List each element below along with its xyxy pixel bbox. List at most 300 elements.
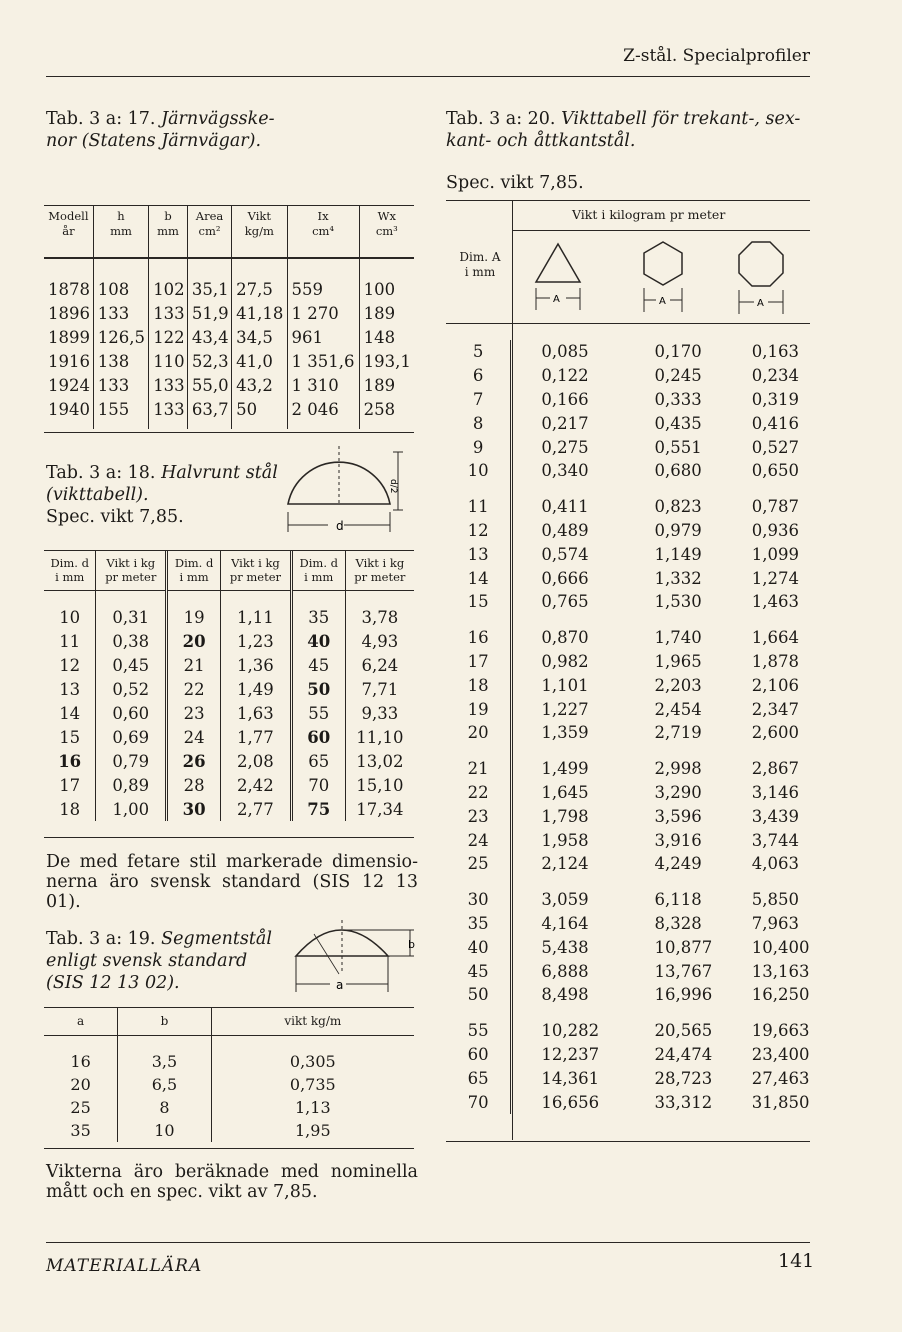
tab20-row [446,745,810,781]
tab20-row [446,852,810,876]
tab18-weight: 9,33 [345,701,414,725]
tab18-weight: 0,89 [96,773,167,797]
tab18-weight: 0,45 [96,653,167,677]
fig18-d2-label: d/2 [388,479,398,494]
tab20-row [446,912,810,936]
tab17-cell: 52,3 [187,349,231,373]
tab18-row [44,797,414,821]
tab18-header-dim [44,550,96,591]
tab20-hexagon-weight: 0,823 [654,497,702,517]
tab18-dim: 45 [291,653,345,677]
tab20-hexagon-weight: 1,965 [654,651,702,671]
tab19-table [44,1007,414,1142]
tab20-dim: 7 [472,389,484,409]
tab20-dim: 25 [467,854,489,874]
tab20-triangle-weight: 1,499 [511,745,621,781]
fig19-a-label: a [336,978,344,992]
tab19-row [44,1036,414,1074]
tab20-triangle-weight: 3,059 [511,876,621,912]
tab18-weight: 7,71 [345,677,414,701]
tab17-header-name: Wx [377,209,396,223]
tab20-dim-header-1: Dim. A [459,250,501,264]
tab20-hexagon-weight: 1,740 [654,628,702,648]
halfround-figure [284,436,414,542]
tab20-hexagon-weight: 0,170 [654,342,702,362]
tab19-row [44,1096,414,1119]
tab17-cell: 126,5 [93,325,148,349]
tab18-dim: 26 [167,749,221,773]
tab18-title-1: Halvrunt stål [161,463,278,483]
tab18-caption [46,462,296,528]
tab20-hexagon-weight: 0,333 [654,389,702,409]
tab20-octagon-weight: 19,663 [751,1021,810,1041]
tab20-dim: 65 [467,1068,489,1088]
tab17-header-unit: mm [110,224,132,238]
tab17-cell: 63,7 [187,397,231,429]
tab18-dim: 50 [291,677,345,701]
tab18-weight: 4,93 [345,629,414,653]
tab19-cell: 25 [70,1098,91,1117]
tab20-row [446,542,810,566]
tab17-header-name: Vikt [247,209,271,223]
segment-figure [284,914,419,996]
tab20-dim: 45 [467,961,489,981]
tab17-cell: 51,9 [187,301,231,325]
tab17-header-cell [44,205,93,258]
tab17-cell: 1916 [48,351,90,371]
tab17-header-name: b [164,209,172,223]
tab20-hexagon-weight: 1,530 [654,592,702,612]
tab18-weight: 0,31 [96,591,167,630]
tab18-header-dim [167,550,221,591]
tab17-header-unit: mm [157,224,179,238]
tab20-triangle-weight: 0,085 [511,340,621,364]
tab20-triangle-weight: 0,666 [511,566,621,590]
tab20-row [446,1066,810,1090]
tab18-weight: 17,34 [345,797,414,821]
tab17-cell: 1924 [48,375,90,395]
hexagon-shape [644,242,682,312]
tab18-weight: 2,42 [221,773,292,797]
tab18-dim: 10 [59,607,81,627]
tab20-triangle-weight: 1,101 [511,673,621,697]
tab20-octagon-weight: 1,099 [751,544,800,564]
tab19-header-cell: b [118,1007,211,1036]
tab17-cell: 1878 [48,279,90,299]
tab20-triangle-weight: 10,282 [511,1007,621,1043]
tab17-cell: 43,2 [232,373,287,397]
tab17-row [44,258,414,301]
tab20-dim: 35 [467,913,489,933]
tab17-cell: 43,4 [187,325,231,349]
tab20-octagon-weight: 0,416 [751,413,800,433]
tab20-row [446,519,810,543]
tab20-hexagon-weight: 20,565 [654,1021,713,1041]
tab18-header-dim-1: Dim. d [174,556,214,570]
tab17-row [44,349,414,373]
tab20-triangle-weight: 0,489 [511,519,621,543]
tab20-octagon-weight: 0,787 [751,497,800,517]
tab17-cell: 559 [287,258,359,301]
tab17-cell: 102 [149,258,188,301]
tab17-header-name: Ix [317,209,329,223]
tab17-cell: 55,0 [187,373,231,397]
tab19-label: Tab. 3 a: 19. [46,929,156,949]
tab20-dim: 13 [467,544,489,564]
tab19-header-cell: vikt kg/m [211,1007,414,1036]
tab20-octagon-weight: 2,347 [751,699,800,719]
tab19-header-cell: a [44,1007,118,1036]
tab18-dim: 16 [58,751,82,771]
tab18-dim: 65 [291,749,345,773]
tab18-dim: 18 [59,799,81,819]
tab17-cell: 34,5 [232,325,287,349]
footer-book-title: MATERIALLÄRA [46,1256,203,1276]
tab18-row [44,701,414,725]
tab19-caption [46,928,296,994]
tab17-title-2: nor (Statens Järnvägar). [46,131,262,151]
tab17-header-unit: kg/m [244,224,274,238]
tab20-dim: 5 [472,342,484,362]
tab19-cell: 6,5 [118,1073,211,1096]
tab20-hexagon-weight: 33,312 [654,1092,713,1112]
tab20-triangle-weight: 0,122 [511,364,621,388]
tab20-dim: 22 [467,782,489,802]
tab20-row [446,804,810,828]
tab20-dim: 18 [467,675,489,695]
tab20-dim-header [448,250,512,280]
tab20-caption [446,108,816,152]
tab18-dim: 35 [291,591,345,630]
tab18-header-weight-1: Vikt i kg [231,556,280,570]
tab18-weight: 1,49 [221,677,292,701]
tab20-dim: 50 [467,985,489,1005]
tab17-cell: 1 310 [287,373,359,397]
tab17-cell: 133 [149,397,188,429]
tab17-header-unit: cm⁴ [312,224,335,238]
header-rule [46,76,810,77]
hex-a-label: A [659,296,666,307]
tab17-header-cell [187,205,231,258]
tab20-hexagon-weight: 6,118 [654,890,702,910]
tab20-dim: 60 [467,1044,489,1064]
tab20-octagon-weight: 0,234 [751,366,800,386]
running-header: Z-stål. Specialprofiler [623,46,810,66]
tab20-row [446,935,810,959]
tab17-cell: 258 [359,397,414,429]
tab20-triangle-weight: 5,438 [511,935,621,959]
tab20-hexagon-weight: 2,998 [654,759,702,779]
tab20-dim: 10 [467,461,489,481]
tab20-hexagon-weight: 10,877 [654,937,713,957]
tab17-cell: 2 046 [287,397,359,429]
tab17-cell: 41,18 [232,301,287,325]
tab18-header-dim-2: i mm [304,570,334,584]
tab18-weight: 1,77 [221,725,292,749]
tab20-row [446,721,810,745]
tab18-dim: 23 [167,701,221,725]
tab20-triangle-weight: 2,124 [511,852,621,876]
tab20-group-header: Vikt i kilogram pr meter [572,207,726,222]
tab18-dim: 19 [167,591,221,630]
tab20-dim: 12 [467,520,489,540]
tab20-dim: 55 [467,1021,489,1041]
tab18-header-dim-1: Dim. d [299,556,338,570]
tab18-dim: 12 [59,655,81,675]
tab20-row [446,781,810,805]
tab19-cell: 20 [70,1075,91,1094]
tab18-header-weight-2: pr meter [354,570,406,584]
tab18-spec: Spec. vikt 7,85. [46,507,184,527]
tab20-dim: 20 [467,723,489,743]
tab17-header-name: Area [195,209,224,223]
tab20-hexagon-weight: 2,454 [654,699,702,719]
tab20-row [446,983,810,1007]
tab20-hexagon-weight: 0,551 [654,437,702,457]
tab17-row [44,301,414,325]
tab20-octagon-weight: 10,400 [751,937,810,957]
tab20-dim: 6 [472,366,484,386]
tab17-header-cell [149,205,188,258]
footer-rule [46,1242,810,1243]
tab20-octagon-weight: 0,936 [751,520,800,540]
tab20-hexagon-weight: 16,996 [654,985,713,1005]
tab20-row [446,1090,810,1114]
tab18-header-dim-1: Dim. d [50,556,89,570]
tab20-octagon-weight: 1,878 [751,651,800,671]
tab20-octagon-weight: 3,744 [751,830,800,850]
fig19-b-label: b [408,938,415,951]
tab18-weight: 2,08 [221,749,292,773]
tab17-table [44,205,414,429]
tab20-octagon-weight: 3,439 [751,806,800,826]
tab18-header-weight-1: Vikt i kg [106,556,156,570]
tab17-cell: 189 [359,301,414,325]
tab20-dim: 30 [467,890,489,910]
tab20-title-2: kant- och åttkantstål. [446,131,636,151]
tab20-triangle-weight: 14,361 [511,1066,621,1090]
tab20-octagon-weight: 2,600 [751,723,800,743]
tab20-row [446,388,810,412]
tab17-row [44,373,414,397]
tab17-cell: 193,1 [359,349,414,373]
tab18-dim: 15 [59,727,81,747]
tab20-triangle-weight: 1,227 [511,697,621,721]
tab20-octagon-weight: 16,250 [751,985,810,1005]
tab20-row [446,828,810,852]
tab20-dim: 19 [467,699,489,719]
tab20-hexagon-weight: 4,249 [654,854,702,874]
tab17-cell: 148 [359,325,414,349]
tab18-weight: 0,69 [96,725,167,749]
tab17-cell: 1 270 [287,301,359,325]
tab17-cell: 1899 [48,327,90,347]
tab20-triangle-weight: 0,574 [511,542,621,566]
tab20-octagon-weight: 2,106 [751,675,800,695]
tab18-dim: 24 [167,725,221,749]
tab20-octagon-weight: 0,527 [751,437,800,457]
tab17-cell: 1940 [48,399,90,419]
tab20-triangle-weight: 0,340 [511,459,621,483]
tab17-cell: 122 [149,325,188,349]
tab19-cell: 35 [70,1121,91,1140]
oct-a-label: A [757,298,764,309]
tab19-title-2: enligt svensk standard [46,951,248,971]
triangle-shape [536,244,580,310]
tab20-dim-header-2: i mm [464,265,496,279]
tab18-header-weight [221,550,292,591]
tab20-shapes [528,238,808,316]
tab17-header-cell [93,205,148,258]
tab18-row [44,773,414,797]
tab18-header-dim-2: i mm [179,570,209,584]
tab18-dim: 40 [291,629,345,653]
tab18-dim: 17 [59,775,81,795]
tab20-row [446,340,810,364]
tab18-title-2: (vikttabell). [46,485,149,505]
tab17-header-unit: cm³ [375,224,398,238]
tab20-hexagon-weight: 8,328 [654,913,702,933]
tab20-octagon-weight: 0,319 [751,389,800,409]
tab20-octagon-weight: 13,163 [751,961,810,981]
tab20-row [446,435,810,459]
tab20-row [446,697,810,721]
tab20-hexagon-weight: 0,680 [654,461,702,481]
tab19-note: Vikterna äro beräknade med nominella mått och en spec. vikt av 7,85. [46,1162,418,1202]
tab17-header-name: Modell [48,209,89,223]
tab18-note: De med fetare stil markerade dimensio- nerna äro svensk standard (SIS 12 13 01). [46,852,418,912]
tab20-triangle-weight: 0,982 [511,650,621,674]
tab17-header-cell [287,205,359,258]
tab20-row [446,483,810,519]
tab20-hexagon-weight: 3,290 [654,782,702,802]
tab20-triangle-weight: 0,765 [511,590,621,614]
tab19-cell: 1,95 [211,1119,414,1142]
tab18-dim: 20 [167,629,221,653]
tab18-header-dim-2: i mm [55,570,85,584]
tri-a-label: A [553,294,560,305]
tab18-weight: 2,77 [221,797,292,821]
tab18-header-dim [291,550,345,591]
tab20-octagon-weight: 5,850 [751,890,800,910]
tab20-octagon-weight: 1,664 [751,628,800,648]
tab20-row [446,673,810,697]
tab20-dim: 40 [467,937,489,957]
tab20-hexagon-weight: 0,245 [654,366,702,386]
tab19-row [44,1119,414,1142]
tab20-dim: 9 [472,437,484,457]
tab17-cell: 961 [287,325,359,349]
tab17-cell: 50 [232,397,287,429]
tab17-cell: 27,5 [232,258,287,301]
tab17-header-name: h [117,209,125,223]
tab18-row [44,653,414,677]
tab20-triangle-weight: 8,498 [511,983,621,1007]
tab20-triangle-weight: 0,166 [511,388,621,412]
tab20-row [446,459,810,483]
tab18-header-weight-2: pr meter [105,570,157,584]
tab20-dim: 70 [467,1092,489,1112]
tab18-weight: 1,63 [221,701,292,725]
tab20-hexagon-weight: 1,332 [654,568,702,588]
tab18-label: Tab. 3 a: 18. [46,463,156,483]
tab20-table [446,340,810,1114]
octagon-shape [739,242,783,314]
tab20-triangle-weight: 12,237 [511,1043,621,1067]
tab17-cell: 189 [359,373,414,397]
tab19-cell: 0,305 [211,1036,414,1074]
tab20-triangle-weight: 16,656 [511,1090,621,1114]
tab19-cell: 16 [70,1052,91,1071]
tab20-row [446,650,810,674]
tab20-triangle-weight: 1,958 [511,828,621,852]
page-number: 141 [778,1250,815,1272]
tab17-cell: 100 [359,258,414,301]
tab20-hexagon-weight: 3,916 [654,830,702,850]
tab17-cell: 108 [93,258,148,301]
tab18-weight: 1,00 [96,797,167,821]
tab17-header-unit: år [62,224,75,238]
tab20-hexagon-weight: 28,723 [654,1068,713,1088]
tab18-weight: 1,23 [221,629,292,653]
tab18-row [44,591,414,630]
tab19-cell: 1,13 [211,1096,414,1119]
tab18-weight: 11,10 [345,725,414,749]
tab20-triangle-weight: 0,411 [511,483,621,519]
tab17-title-1: Järnvägsske- [161,109,275,129]
tab18-dim: 13 [59,679,81,699]
tab20-hexagon-weight: 1,149 [654,544,702,564]
tab17-header-unit: cm² [198,224,221,238]
tab17-cell: 133 [149,373,188,397]
tab20-dim: 21 [467,759,489,779]
tab17-cell: 1896 [48,303,90,323]
tab20-row [446,364,810,388]
tab18-row [44,749,414,773]
tab18-dim: 55 [291,701,345,725]
tab17-cell: 133 [149,301,188,325]
tab18-header-weight [96,550,167,591]
tab20-dim: 14 [467,568,489,588]
tab20-octagon-weight: 27,463 [751,1068,810,1088]
tab18-weight: 0,79 [96,749,167,773]
tab18-weight: 15,10 [345,773,414,797]
tab18-row [44,725,414,749]
tab18-dim: 60 [291,725,345,749]
tab19-cell: 8 [118,1096,211,1119]
tab19-title-1: Segmentstål [161,929,272,949]
tab17-row [44,325,414,349]
tab18-dim: 14 [59,703,81,723]
tab18-header-weight-2: pr meter [229,570,281,584]
tab18-header-weight [345,550,414,591]
tab17-cell: 1 351,6 [287,349,359,373]
tab20-triangle-weight: 0,217 [511,411,621,435]
tab20-dim: 23 [467,806,489,826]
tab20-hexagon-weight: 2,203 [654,675,702,695]
tab17-caption [46,108,376,152]
tab18-weight: 1,11 [221,591,292,630]
tab17-header-cell [359,205,414,258]
tab20-row [446,876,810,912]
tab18-dim: 11 [59,631,81,651]
tab20-row [446,1043,810,1067]
tab20-triangle-weight: 0,275 [511,435,621,459]
tab18-weight: 0,60 [96,701,167,725]
tab17-cell: 35,1 [187,258,231,301]
tab20-spec: Spec. vikt 7,85. [446,173,584,193]
tab18-header-weight-1: Vikt i kg [355,556,405,570]
